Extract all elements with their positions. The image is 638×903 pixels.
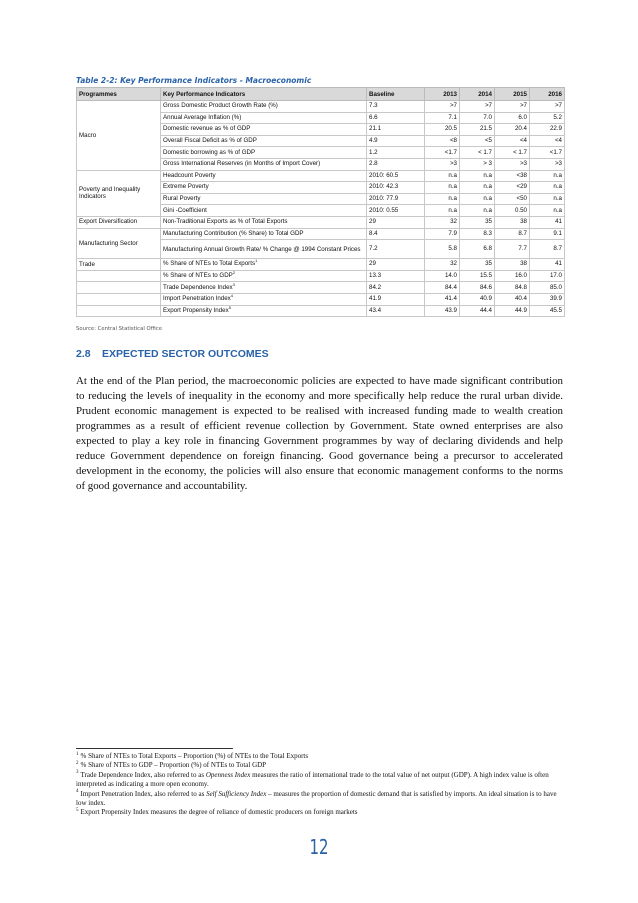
year-value-cell: 40.9 <box>460 293 495 305</box>
footnote <box>76 761 566 770</box>
year-value-cell: 16.0 <box>495 270 530 282</box>
year-value-cell: >7 <box>495 101 530 113</box>
year-value-cell: 40.4 <box>495 293 530 305</box>
kpi-cell <box>161 124 367 136</box>
year-value-cell: 39.9 <box>530 293 565 305</box>
baseline-cell: 7.3 <box>367 101 425 113</box>
year-value-cell: <4 <box>495 135 530 147</box>
year-value-cell: n.a <box>530 205 565 217</box>
year-value-cell: n.a <box>425 205 460 217</box>
year-value-cell: 20.4 <box>495 124 530 136</box>
section-paragraph: At the end of the Plan period, the macroeconomic policies are expected to have made significant contribution to reducing the levels of inequality in the economy and more specifically help reduce the rural urban divide. Prudent economic management is expected to be realised with increased funding made to wealth creation programmes as a result of efficient revenue collection by Government. State owned enterprises are also expected to play a key role in financing Government programmes by way of declaring dividends and help reduce Government dependence on foreign financing. Good governance being a precursor to accelerated development in the economy, the policies will also ensure that economic management conforms to the norms of good governance and accountability. <box>76 375 563 492</box>
year-value-cell: <4 <box>530 135 565 147</box>
footnotes <box>76 752 566 818</box>
year-value-cell: 7.7 <box>495 240 530 259</box>
year-value-cell: 8.3 <box>460 228 495 240</box>
year-value-cell: <50 <box>495 193 530 205</box>
year-value-cell: n.a <box>460 193 495 205</box>
table-row <box>77 228 565 240</box>
kpi-cell <box>161 135 367 147</box>
year-value-cell: 5.2 <box>530 112 565 124</box>
kpi-cell <box>161 158 367 170</box>
footnote-ref: 5 <box>228 305 231 310</box>
kpi-label: Extreme Poverty <box>163 183 209 191</box>
baseline-cell: 2010: 77.9 <box>367 193 425 205</box>
year-value-cell: >3 <box>425 158 460 170</box>
year-value-cell: 0.50 <box>495 205 530 217</box>
kpi-cell <box>161 216 367 228</box>
kpi-cell <box>161 240 367 259</box>
baseline-cell: 29 <box>367 259 425 271</box>
year-value-cell: >3 <box>530 158 565 170</box>
col-header: 2013 <box>425 88 460 101</box>
page-number: 12 <box>309 835 329 859</box>
table-row <box>77 270 565 282</box>
footnote-ref: 4 <box>230 293 233 299</box>
year-value-cell: 14.0 <box>425 270 460 282</box>
baseline-cell: 21.1 <box>367 124 425 136</box>
year-value-cell: 15.5 <box>460 270 495 282</box>
year-value-cell: >7 <box>530 101 565 113</box>
col-header: Programmes <box>77 88 161 101</box>
year-value-cell: >7 <box>460 101 495 113</box>
year-value-cell: 85.0 <box>530 282 565 294</box>
section-number: 2.8 <box>76 348 91 360</box>
kpi-label: Import Penetration Index <box>163 295 231 303</box>
year-value-cell: <8 <box>425 135 460 147</box>
year-value-cell: < 1.7 <box>495 147 530 159</box>
col-header: Key Performance Indicators <box>161 88 367 101</box>
footnote-text: Trade Dependence Index, also referred to as <box>80 770 206 779</box>
kpi-label: Annual Average Inflation (%) <box>163 113 242 121</box>
kpi-cell <box>161 182 367 194</box>
footnote-text: % Share of NTEs to Total Exports – Proportion (%) of NTEs to the Total Exports <box>80 752 309 760</box>
footnote-text: Import Penetration Index, also referred to as <box>80 789 207 798</box>
kpi-cell <box>161 101 367 113</box>
footnote-text: Export Propensity Index measures the degree of reliance of domestic producers on foreign markets <box>80 808 358 817</box>
kpi-cell <box>161 170 367 182</box>
section-heading <box>76 348 269 360</box>
section-title: EXPECTED SECTOR OUTCOMES <box>102 348 269 360</box>
year-value-cell: <29 <box>495 182 530 194</box>
col-header: 2015 <box>495 88 530 101</box>
year-value-cell: > 3 <box>460 158 495 170</box>
year-value-cell: n.a <box>425 182 460 194</box>
footnote-number: 4 <box>76 789 79 795</box>
year-value-cell: 8.7 <box>530 240 565 259</box>
table-row <box>77 259 565 271</box>
footnote-text: % Share of NTEs to GDP – Proportion (%) of NTEs to Total GDP <box>80 761 267 770</box>
baseline-cell: 2010: 60.5 <box>367 170 425 182</box>
year-value-cell: n.a <box>530 193 565 205</box>
kpi-table <box>76 87 565 317</box>
col-header: 2016 <box>530 88 565 101</box>
year-value-cell: 7.0 <box>460 112 495 124</box>
programme-cell: Poverty and Inequality Indicators <box>77 170 161 216</box>
year-value-cell: 84.4 <box>425 282 460 294</box>
table-row <box>77 170 565 182</box>
year-value-cell: 6.0 <box>495 112 530 124</box>
year-value-cell: >7 <box>425 101 460 113</box>
year-value-cell: 9.1 <box>530 228 565 240</box>
year-value-cell: n.a <box>460 205 495 217</box>
year-value-cell: 45.5 <box>530 305 565 317</box>
baseline-cell: 84.2 <box>367 282 425 294</box>
table-row <box>77 101 565 113</box>
programme-cell <box>77 282 161 294</box>
year-value-cell: <38 <box>495 170 530 182</box>
kpi-label: Domestic borrowing as % of GDP <box>163 148 256 156</box>
year-value-cell: 6.8 <box>460 240 495 259</box>
year-value-cell: 7.9 <box>425 228 460 240</box>
baseline-cell: 29 <box>367 216 425 228</box>
baseline-cell: 2.8 <box>367 158 425 170</box>
kpi-cell <box>161 305 367 317</box>
kpi-label: Rural Poverty <box>163 195 201 203</box>
kpi-cell <box>161 228 367 240</box>
kpi-cell <box>161 270 367 282</box>
kpi-cell <box>161 205 367 217</box>
footnote-text: – measures the proportion of domestic demand that is satisfied by imports. An ideal situation is to have low index. <box>76 789 557 808</box>
footnote-emphasis: Self Sufficiency Index <box>206 789 267 798</box>
baseline-cell: 43.4 <box>367 305 425 317</box>
year-value-cell: n.a <box>425 170 460 182</box>
kpi-label: % Share of NTEs to GDP <box>163 272 233 280</box>
year-value-cell: 44.4 <box>460 305 495 317</box>
programme-cell <box>77 305 161 317</box>
footnote-ref: 2 <box>232 270 236 275</box>
kpi-label: Export Propensity Index <box>163 306 229 314</box>
year-value-cell: 84.6 <box>460 282 495 294</box>
footnote <box>76 808 566 817</box>
programme-cell <box>77 270 161 282</box>
baseline-cell: 2010: 0.55 <box>367 205 425 217</box>
kpi-label: % Share of NTEs to Total Exports <box>163 260 256 268</box>
year-value-cell: 38 <box>495 259 530 271</box>
kpi-label: Headcount Poverty <box>163 171 216 179</box>
year-value-cell: 41 <box>530 216 565 228</box>
kpi-cell <box>161 282 367 294</box>
year-value-cell: 22.9 <box>530 124 565 136</box>
table-row <box>77 216 565 228</box>
programme-cell: Trade <box>77 259 161 271</box>
baseline-cell: 6.6 <box>367 112 425 124</box>
kpi-label: Gross International Reserves (in Months of Import Cover) <box>163 160 321 168</box>
year-value-cell: <1.7 <box>425 147 460 159</box>
kpi-label: Trade Dependence Index <box>163 283 233 291</box>
table-row <box>77 293 565 305</box>
table-row <box>77 282 565 294</box>
year-value-cell: 20.5 <box>425 124 460 136</box>
kpi-cell <box>161 259 367 271</box>
baseline-cell: 2010: 42.3 <box>367 182 425 194</box>
footnote-number: 5 <box>76 808 79 814</box>
year-value-cell: 43.9 <box>425 305 460 317</box>
baseline-cell: 4.9 <box>367 135 425 147</box>
year-value-cell: 17.0 <box>530 270 565 282</box>
year-value-cell: 32 <box>425 216 460 228</box>
year-value-cell: 84.8 <box>495 282 530 294</box>
kpi-label: Domestic revenue as % of GDP <box>163 125 251 133</box>
kpi-label: Gross Domestic Product Growth Rate (%) <box>163 102 278 110</box>
table-source: Source: Central Statistical Office <box>76 326 162 332</box>
footnote-text: measures the ratio of international trade to the total value of net output (GDP). A high index value is often interpreted as indicating a more open economy. <box>76 770 549 789</box>
year-value-cell: 41 <box>530 259 565 271</box>
kpi-cell <box>161 147 367 159</box>
year-value-cell: 5.8 <box>425 240 460 259</box>
programme-cell: Macro <box>77 101 161 171</box>
kpi-cell <box>161 193 367 205</box>
footnote-ref: 3 <box>232 281 235 287</box>
footnote <box>76 790 566 809</box>
footnote <box>76 752 566 761</box>
year-value-cell: 41.4 <box>425 293 460 305</box>
footnote-number: 3 <box>76 770 79 776</box>
baseline-cell: 7.2 <box>367 240 425 259</box>
year-value-cell: 35 <box>460 216 495 228</box>
programme-cell: Export Diversification <box>77 216 161 228</box>
programme-cell: Manufacturing Sector <box>77 228 161 259</box>
table-row <box>77 305 565 317</box>
baseline-cell: 1.2 <box>367 147 425 159</box>
year-value-cell: 32 <box>425 259 460 271</box>
year-value-cell: 35 <box>460 259 495 271</box>
kpi-label: Manufacturing Contribution (% Share) to Total GDP <box>163 229 304 237</box>
kpi-cell <box>161 293 367 305</box>
programme-cell <box>77 293 161 305</box>
year-value-cell: < 1.7 <box>460 147 495 159</box>
table-header-row <box>77 88 565 101</box>
footnote <box>76 771 566 790</box>
year-value-cell: n.a <box>460 170 495 182</box>
baseline-cell: 41.9 <box>367 293 425 305</box>
year-value-cell: 44.9 <box>495 305 530 317</box>
year-value-cell: <5 <box>460 135 495 147</box>
year-value-cell: >3 <box>495 158 530 170</box>
footnote-ref: 1 <box>255 258 258 264</box>
footnote-number: 1 <box>76 751 79 757</box>
year-value-cell: n.a <box>425 193 460 205</box>
kpi-label: Non-Traditional Exports as % of Total Exports <box>163 218 288 226</box>
year-value-cell: 8.7 <box>495 228 530 240</box>
year-value-cell: 7.1 <box>425 112 460 124</box>
year-value-cell: n.a <box>530 170 565 182</box>
year-value-cell: n.a <box>460 182 495 194</box>
year-value-cell: n.a <box>530 182 565 194</box>
footnote-divider <box>76 748 233 749</box>
year-value-cell: <1.7 <box>530 147 565 159</box>
kpi-label: Overall Fiscal Deficit as % of GDP <box>163 137 257 145</box>
kpi-label: Gini -Coefficient <box>163 206 207 214</box>
footnote-emphasis: Openness Index <box>205 770 251 779</box>
col-header: Baseline <box>367 88 425 101</box>
baseline-cell: 13.3 <box>367 270 425 282</box>
kpi-cell <box>161 112 367 124</box>
baseline-cell: 8.4 <box>367 228 425 240</box>
year-value-cell: 21.5 <box>460 124 495 136</box>
year-value-cell: 38 <box>495 216 530 228</box>
table-caption: Table 2-2: Key Performance Indicators - Macroeconomic <box>76 76 312 85</box>
footnote-number: 2 <box>76 761 79 767</box>
col-header: 2014 <box>460 88 495 101</box>
kpi-label: Manufacturing Annual Growth Rate/ % Change @ 1994 Constant Prices <box>163 245 361 253</box>
